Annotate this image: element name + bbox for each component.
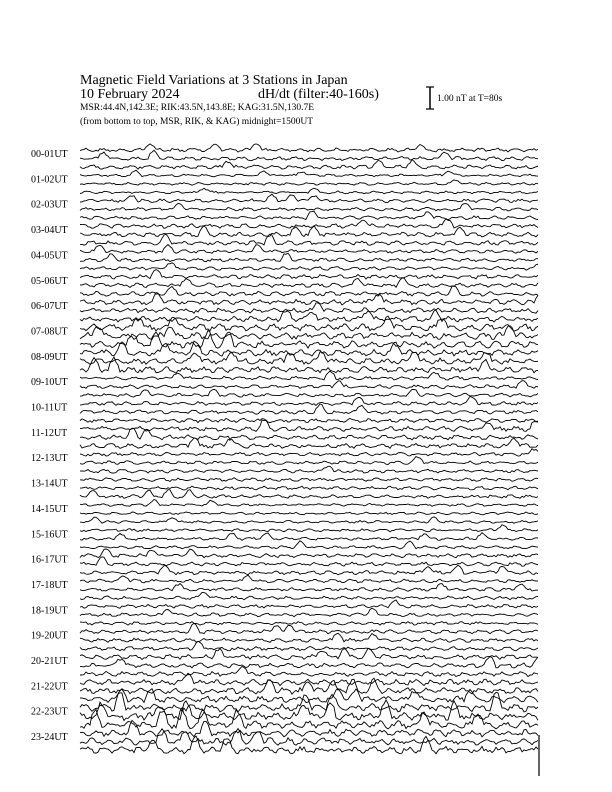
trace-07-08ut-rik [80,326,538,340]
trace-02-03ut-kag [80,194,538,203]
trace-18-19ut-kag [80,600,538,608]
hour-label-23-24ut: 23-24UT [31,732,68,744]
trace-19-20ut-msr [80,641,538,651]
trace-02-03ut-rik [80,204,538,212]
trace-11-12ut-rik [80,428,538,440]
trace-15-16ut-rik [80,533,538,541]
trace-12-13ut-rik [80,457,538,465]
trace-16-17ut-rik [80,557,538,566]
trace-00-01ut-msr [80,160,538,169]
hour-label-09-10ut: 09-10UT [31,377,68,389]
hour-label-17-18ut: 17-18UT [31,579,68,591]
hour-label-21-22ut: 21-22UT [31,681,68,693]
hour-label-07-08ut: 07-08UT [31,326,68,338]
trace-04-05ut-msr [80,263,538,271]
trace-17-18ut-msr [80,592,538,599]
hour-label-18-19ut: 18-19UT [31,605,68,617]
trace-18-19ut-msr [80,622,538,626]
trace-15-16ut-msr [80,541,538,549]
hour-label-10-11ut: 10-11UT [31,402,68,414]
trace-08-09ut-rik [80,352,538,364]
trace-01-02ut-msr [80,188,538,194]
trace-14-15ut-rik [80,512,538,515]
hour-label-04-05ut: 04-05UT [31,250,68,262]
hour-label-00-01ut: 00-01UT [31,149,68,160]
trace-19-20ut-kag [80,623,538,634]
trace-19-20ut-rik [80,633,538,642]
hour-label-05-06ut: 05-06UT [31,275,68,287]
trace-17-18ut-kag [80,575,538,583]
chart-date: 10 February 2024 [80,87,180,102]
trace-10-11ut-kag [80,396,538,405]
hour-label-16-17ut: 16-17UT [31,554,68,566]
station-coordinates: MSR:44.4N,142.3E; RIK:43.5N,143.8E; KAG:31.5N,130.7E [80,103,315,113]
trace-09-10ut-msr [80,389,538,397]
hour-label-11-12ut: 11-12UT [31,427,68,439]
trace-12-13ut-msr [80,466,538,473]
hour-label-22-23ut: 22-23UT [31,706,68,718]
trace-22-23ut-kag [80,692,538,712]
trace-23-24ut-msr [80,736,538,754]
trace-13-14ut-kag [80,478,538,482]
hour-label-08-09ut: 08-09UT [31,351,68,363]
trace-08-09ut-msr [80,357,538,373]
trace-04-05ut-rik [80,253,538,262]
trace-16-17ut-msr [80,565,538,575]
trace-15-16ut-kag [80,525,538,532]
hour-label-13-14ut: 13-14UT [31,478,68,490]
hour-label-06-07ut: 06-07UT [31,301,68,313]
trace-09-10ut-kag [80,371,538,380]
hour-label-15-16ut: 15-16UT [31,529,68,541]
trace-07-08ut-msr [80,330,538,348]
trace-06-07ut-msr [80,309,538,322]
trace-00-01ut-kag [80,144,538,152]
trace-13-14ut-msr [80,490,538,499]
trace-16-17ut-kag [80,549,538,558]
trace-05-06ut-kag [80,270,538,280]
hour-label-20-21ut: 20-21UT [31,656,68,667]
trace-22-23ut-rik [80,700,538,721]
quantity-label: dH/dt (filter:40-160s) [258,87,379,102]
trace-05-06ut-rik [80,278,538,288]
hour-label-03-04ut: 03-04UT [31,225,68,237]
station-order-note: (from bottom to top, MSR, RIK, & KAG) midnight=1500UT [80,117,314,127]
trace-09-10ut-rik [80,381,538,389]
trace-20-21ut-kag [80,648,538,659]
trace-00-01ut-rik [80,150,538,160]
trace-01-02ut-kag [80,170,538,177]
trace-01-02ut-rik [80,180,538,185]
trace-10-11ut-msr [80,418,538,422]
trace-04-05ut-kag [80,245,538,254]
trace-18-19ut-rik [80,608,538,617]
hour-label-12-13ut: 12-13UT [31,453,68,465]
scale-bar [426,87,434,109]
trace-03-04ut-msr [80,234,538,245]
hour-label-02-03ut: 02-03UT [31,199,68,211]
trace-20-21ut-msr [80,666,538,676]
trace-03-04ut-kag [80,219,538,229]
trace-20-21ut-rik [80,657,538,668]
trace-13-14ut-rik [80,486,538,490]
trace-17-18ut-rik [80,584,538,592]
trace-14-15ut-msr [80,517,538,523]
hour-label-01-02ut: 01-02UT [31,174,68,186]
hour-label-19-20ut: 19-20UT [31,630,68,642]
trace-14-15ut-kag [80,500,538,507]
trace-08-09ut-kag [80,341,538,356]
hour-label-14-15ut: 14-15UT [31,503,68,515]
trace-11-12ut-msr [80,438,538,448]
hour-rows [31,144,538,754]
trace-12-13ut-kag [80,449,538,456]
chart-title: Magnetic Field Variations at 3 Stations in Japan [80,73,348,88]
trace-02-03ut-msr [80,211,538,219]
scale-bar-label: 1.00 nT at T=80s [437,94,503,104]
trace-10-11ut-rik [80,404,538,414]
